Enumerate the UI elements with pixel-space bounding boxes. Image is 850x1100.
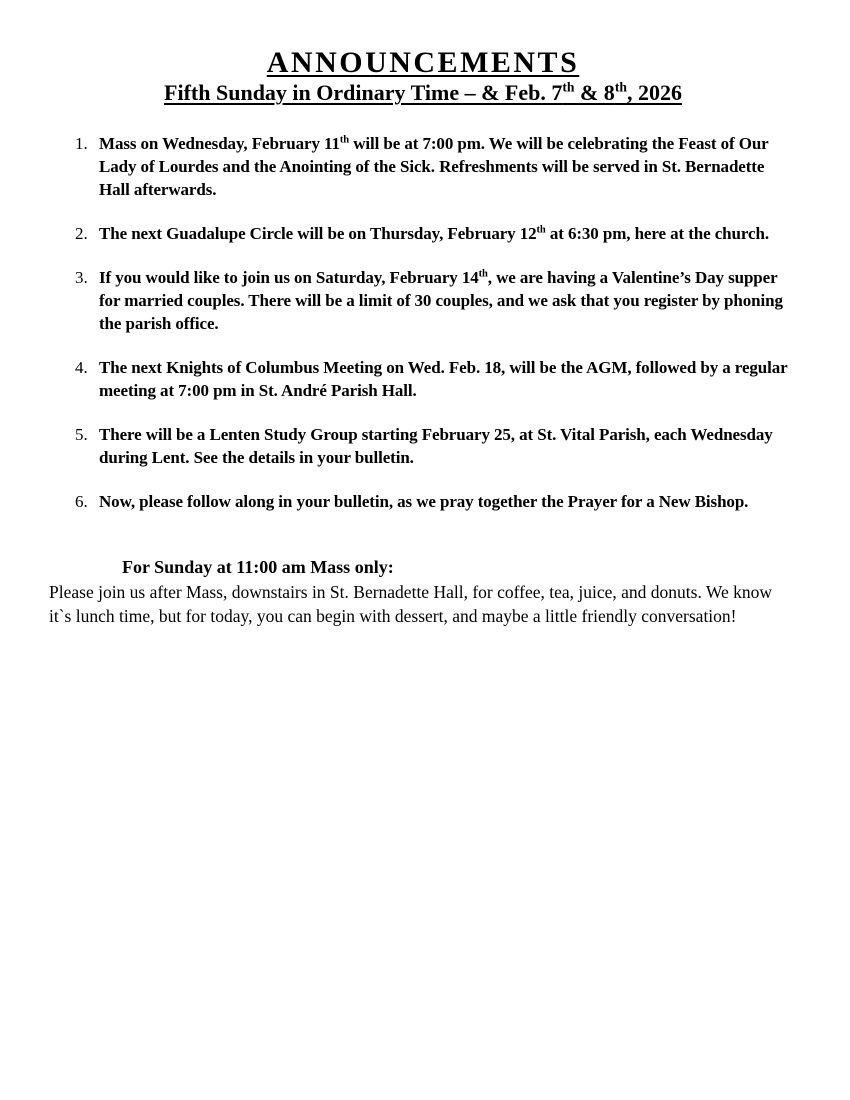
superscript-ordinal: th (562, 79, 575, 95)
text-segment: , 2026 (626, 80, 682, 105)
item-text (99, 423, 797, 469)
text-segment: There will be a Lenten Study Group starting February 25, at St. Vital Parish, each Wednesday during Lent. See the details in your bulletin. (99, 425, 773, 467)
page-title: ANNOUNCEMENTS (266, 46, 580, 79)
sunday-mass-note-heading: For Sunday at 11:00 am Mass only: (122, 557, 394, 577)
item-text (99, 132, 797, 201)
item-text (99, 490, 797, 513)
text-segment: Mass on Wednesday, February 11 (99, 134, 340, 153)
text-segment: will be at 7:00 pm. We will be celebrating the Feast of Our Lady of Lourdes and the Anointing of the Sick. Refreshments will be served in St. Bernadette Hall afterwards. (99, 134, 769, 199)
item-number: 2. (75, 224, 88, 243)
text-segment: at 6:30 pm, here at the church. (545, 224, 769, 243)
sunday-mass-note-paragraph: Please join us after Mass, downstairs in St. Bernadette Hall, for coffee, tea, juice, and donuts. We know it`s lunch time, but for today, you can begin with dessert, and maybe a little friendly conversation! (49, 582, 773, 626)
list-item (75, 222, 797, 245)
item-number: 1. (75, 134, 88, 153)
item-number: 4. (75, 358, 88, 377)
item-number: 5. (75, 425, 88, 444)
text-segment: If you would like to join us on Saturday, February 14 (99, 268, 479, 287)
page-subtitle (49, 80, 797, 106)
superscript-ordinal: th (478, 268, 488, 280)
text-segment: & 8 (574, 80, 615, 105)
text-segment: The next Knights of Columbus Meeting on Wed. Feb. 18, will be the AGM, followed by a regular meeting at 7:00 pm in St. André Parish Hall. (99, 358, 788, 400)
text-segment: Fifth Sunday in Ordinary Time – & Feb. 7 (164, 80, 563, 105)
text-segment: , we are having a Valentine’s Day supper for married couples. There will be a limit of 30 couples, and we ask that you register by phoning the parish office. (99, 268, 783, 333)
list-item (75, 423, 797, 469)
list-item (75, 266, 797, 335)
list-item (75, 132, 797, 201)
item-text (99, 222, 797, 245)
item-text (99, 266, 797, 335)
item-number: 6. (75, 492, 88, 511)
superscript-ordinal: th (339, 134, 350, 146)
list-item (75, 490, 797, 513)
announcements-list (75, 132, 797, 513)
item-number: 3. (75, 268, 88, 287)
superscript-ordinal: th (614, 79, 627, 95)
superscript-ordinal: th (536, 224, 546, 236)
text-segment: Now, please follow along in your bulletin, as we pray together the Prayer for a New Bishop. (99, 492, 749, 511)
text-segment: The next Guadalupe Circle will be on Thursday, February 12 (99, 224, 537, 243)
item-text (99, 356, 797, 402)
list-item (75, 356, 797, 402)
